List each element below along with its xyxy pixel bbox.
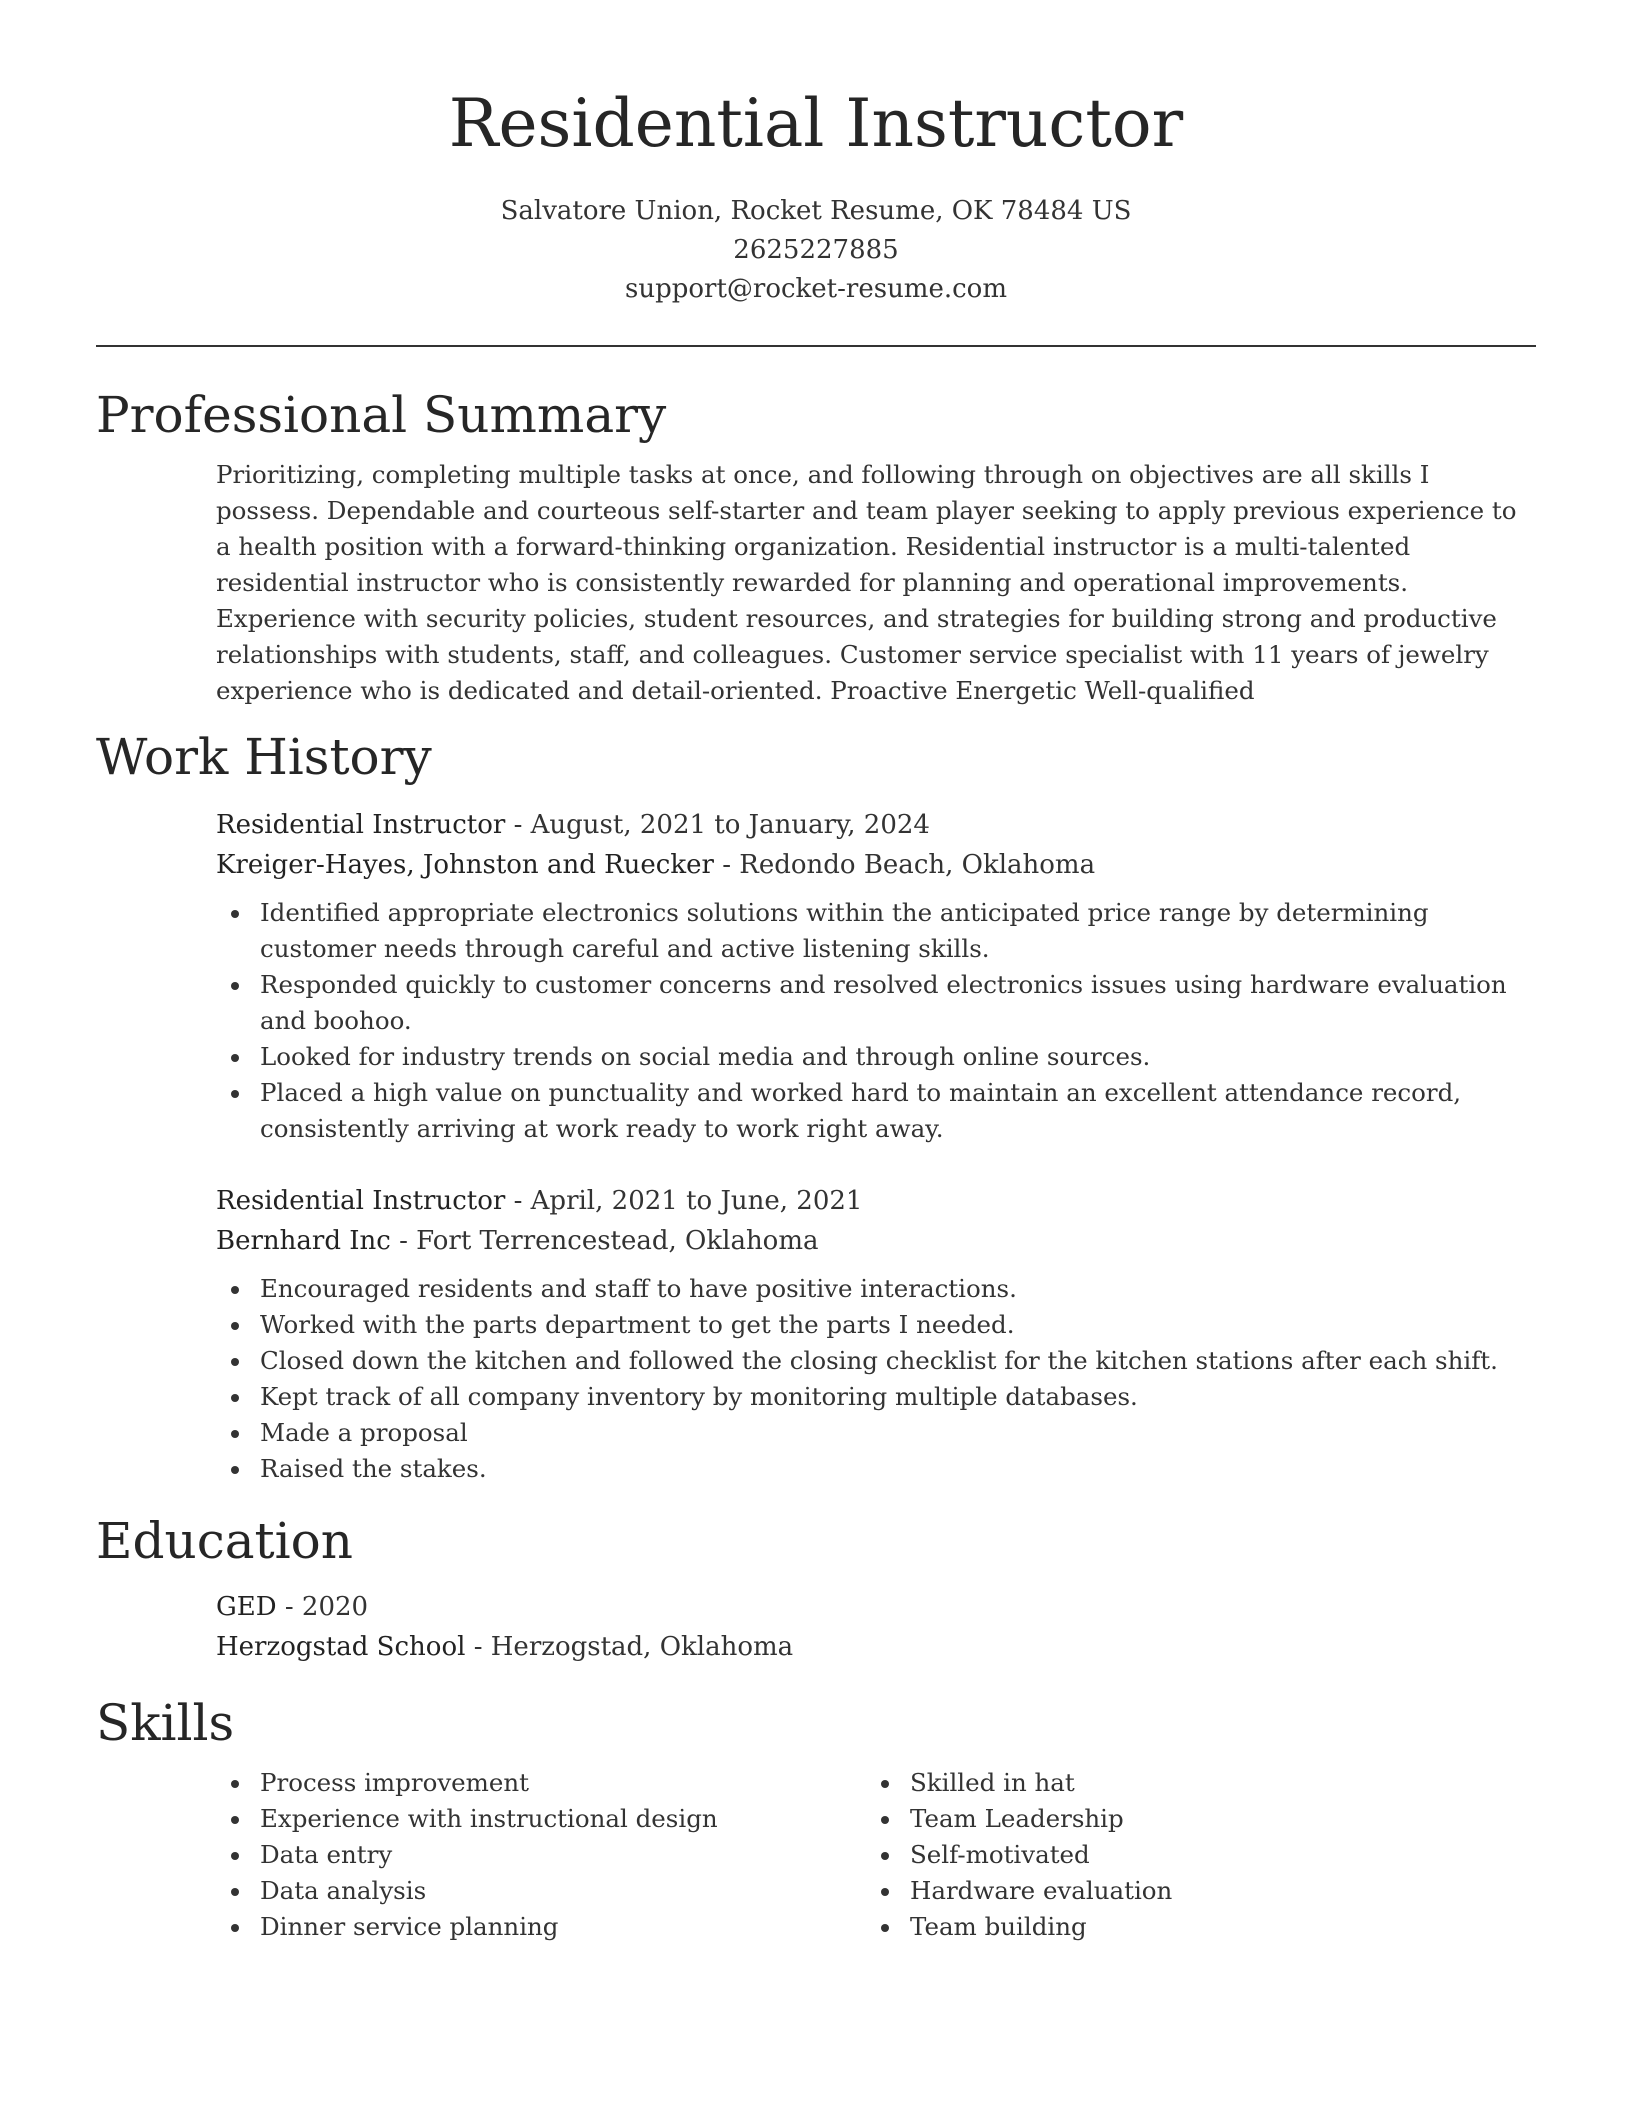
candidate-title: Residential Instructor [448,85,1184,162]
bullet-icon [881,1780,889,1788]
job-duties-list [216,1271,1536,1487]
job-role: Residential Instructor [216,810,506,840]
job-duties-list [216,895,1536,1147]
skill-text: Skilled in hat [910,1768,1075,1797]
job-dates: - April, 2021 to June, 2021 [505,1186,863,1216]
bullet-icon [231,1090,239,1098]
list-item [866,1765,1516,1801]
list-item-text: Worked with the parts department to get the parts I needed. [260,1310,1015,1339]
job-company-line [216,845,1536,885]
list-item [216,1837,866,1873]
bullet-icon [231,1852,239,1860]
job-company-line [216,1221,1536,1261]
list-item-text: Looked for industry trends on social media and through online sources. [260,1042,1151,1071]
job-role: Residential Instructor [216,1186,506,1216]
contact-block [96,192,1536,309]
list-item-text: Closed down the kitchen and followed the closing checklist for the kitchen stations after each shift. [260,1346,1498,1375]
work-history-section [96,727,1536,1487]
education-year: - 2020 [276,1592,369,1622]
list-item [216,1451,1536,1487]
skills-grid [96,1765,1536,1945]
bullet-icon [231,1780,239,1788]
education-section [96,1511,1536,1667]
skill-text: Team Leadership [910,1804,1124,1833]
list-item-text: Identified appropriate electronics solutions within the anticipated price range by determining customer needs through careful and active listening skills. [260,898,1429,963]
job-entry [96,805,1536,1147]
skills-list [866,1765,1516,1945]
list-item [866,1837,1516,1873]
education-degree-line [216,1587,1536,1627]
job-title-line [216,1181,1536,1221]
skill-text: Data entry [260,1840,393,1869]
skill-text: Hardware evaluation [910,1876,1173,1905]
job-dates: - August, 2021 to January, 2024 [505,810,930,840]
bullet-icon [231,1430,239,1438]
bullet-icon [231,982,239,990]
job-company: Bernhard Inc [216,1226,391,1256]
skill-text: Self-motivated [910,1840,1090,1869]
education-degree: GED [216,1592,277,1622]
bullet-icon [881,1852,889,1860]
list-item-text: Kept track of all company inventory by monitoring multiple databases. [260,1382,1138,1411]
list-item [216,1415,1536,1451]
list-item [216,1909,866,1945]
education-school-line [216,1627,1536,1667]
bullet-icon [881,1888,889,1896]
bullet-icon [231,1924,239,1932]
education-entry [96,1587,1536,1667]
education-school: Herzogstad School [216,1632,466,1662]
job-location: - Fort Terrencestead, Oklahoma [390,1226,819,1256]
bullet-icon [231,1394,239,1402]
skill-text: Team building [910,1912,1087,1941]
job-location: - Redondo Beach, Oklahoma [713,850,1096,880]
skills-heading: Skills [96,1694,235,1752]
list-item [216,1039,1536,1075]
skills-column-right [866,1765,1516,1945]
contact-email: support@rocket-resume.com [624,274,1007,304]
header-divider [96,345,1536,347]
skill-text: Process improvement [260,1768,530,1797]
bullet-icon [231,1466,239,1474]
list-item [216,1765,866,1801]
list-item-text: Responded quickly to customer concerns and resolved electronics issues using hardware evaluation and boohoo. [260,970,1507,1035]
list-item [866,1801,1516,1837]
job-company: Kreiger-Hayes, Johnston and Ruecker [216,850,714,880]
skill-text: Dinner service planning [260,1912,559,1941]
education-location: - Herzogstad, Oklahoma [465,1632,794,1662]
list-item [216,1343,1536,1379]
education-heading: Education [96,1512,353,1570]
bullet-icon [231,1322,239,1330]
bullet-icon [881,1924,889,1932]
summary-text: Prioritizing, completing multiple tasks at once, and following through on objectives are all skills I possess. Dependable and courteous self-starter and team player seeking to apply previous experience to a health position with a forward-thinking organization. Residential instructor is a multi-talented residential instructor who is consistently rewarded for planning and operational improvements. Experience with security policies, student resources, and strategies for building strong and productive relationships with students, staff, and colleagues. Customer service specialist with 11 years of jewelry experience who is dedicated and detail-oriented. Proactive Energetic Well-qualified [216,460,1517,705]
list-item-text: Encouraged residents and staff to have positive interactions. [260,1274,1017,1303]
list-item [216,1307,1536,1343]
job-entry [96,1181,1536,1487]
list-item [216,1271,1536,1307]
list-item [866,1873,1516,1909]
skill-text: Experience with instructional design [260,1804,718,1833]
list-item-text: Made a proposal [260,1418,468,1447]
bullet-icon [231,1358,239,1366]
list-item-text: Raised the stakes. [260,1454,487,1483]
bullet-icon [231,1054,239,1062]
list-item [216,1075,1536,1147]
summary-section [96,385,1536,709]
bullet-icon [881,1816,889,1824]
work-history-heading: Work History [96,728,432,786]
list-item [216,967,1536,1039]
skills-list [216,1765,866,1945]
bullet-icon [231,1286,239,1294]
list-item [216,1873,866,1909]
summary-heading: Professional Summary [96,386,667,444]
list-item [216,895,1536,967]
bullet-icon [231,910,239,918]
contact-phone: 2625227885 [733,235,899,265]
list-item [216,1379,1536,1415]
list-item [866,1909,1516,1945]
skills-section [96,1693,1536,1945]
resume-header [96,0,1536,309]
list-item-text: Placed a high value on punctuality and worked hard to maintain an excellent attendance record, consistently arriving at work ready to work right away. [260,1078,1462,1143]
list-item [216,1801,866,1837]
bullet-icon [231,1816,239,1824]
job-title-line [216,805,1536,845]
contact-address: Salvatore Union, Rocket Resume, OK 78484 US [500,196,1132,226]
skills-column-left [216,1765,866,1945]
bullet-icon [231,1888,239,1896]
skill-text: Data analysis [260,1876,427,1905]
